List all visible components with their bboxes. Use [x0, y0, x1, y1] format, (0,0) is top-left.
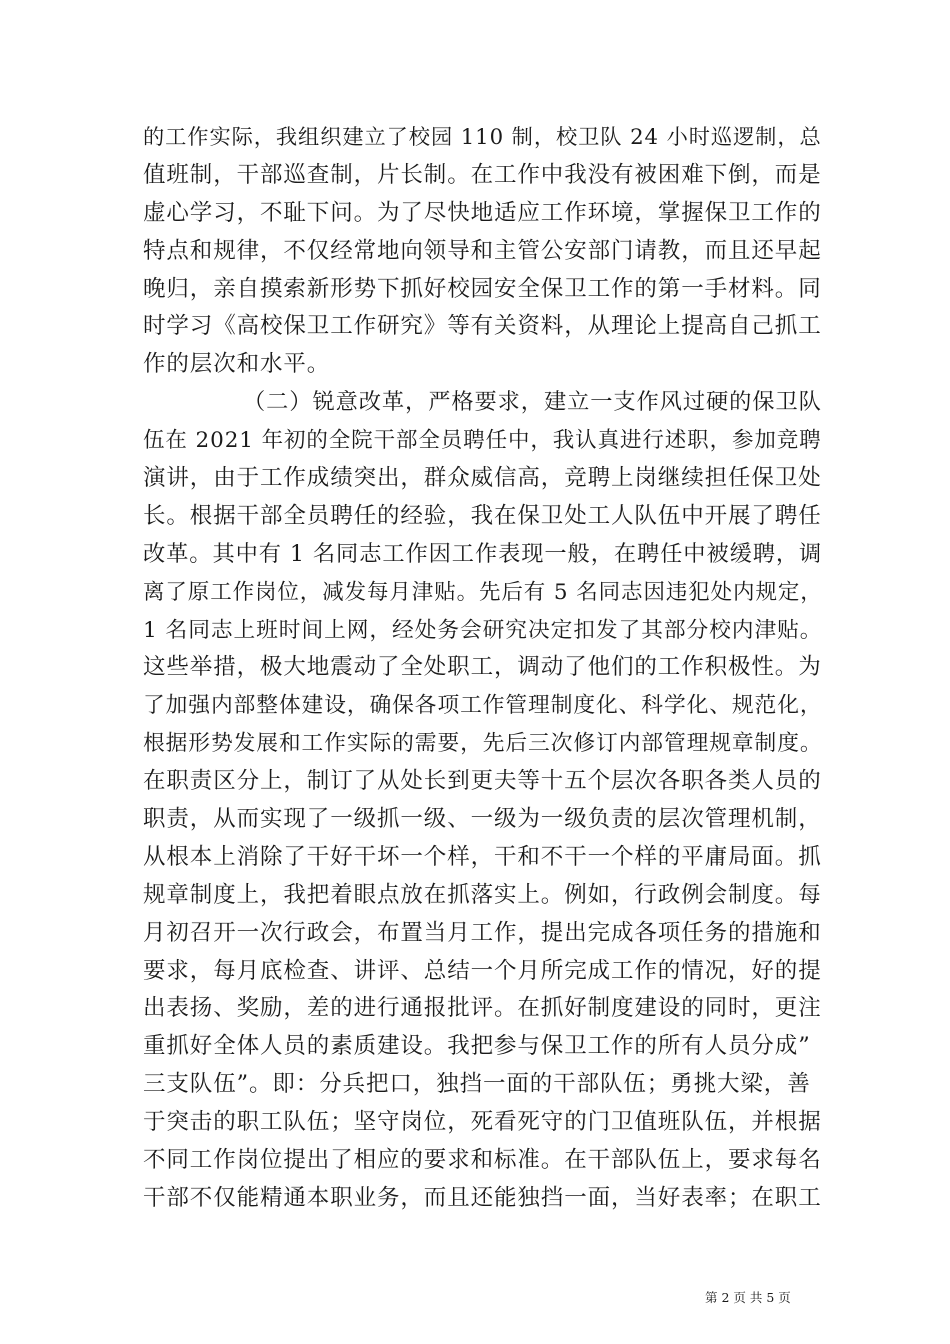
body-text — [143, 119, 823, 1218]
text-line: 不同工作岗位提出了相应的要求和标准。在干部队伍上，要求每名 — [143, 1147, 822, 1174]
text-line: 于突击的职工队伍；坚守岗位，死看死守的门卫值班队伍，并根据 — [143, 1109, 822, 1136]
text-line: 规章制度上，我把着眼点放在抓落实上。例如，行政例会制度。每 — [143, 881, 822, 908]
text-line: 作的层次和水平。 — [143, 351, 331, 378]
text-line: 值班制，干部巡查制，片长制。在工作中我没有被困难下倒，而是 — [143, 161, 822, 188]
text-line: 根据形势发展和工作实际的需要，先后三次修订内部管理规章制度。 — [143, 731, 823, 757]
text-line: 职责，从而实现了一级抓一级、一级为一级负责的层次管理机制， — [143, 806, 822, 833]
text-line: 改革。其中有 1 名同志工作因工作表现一般，在聘任中被缓聘，调 — [143, 540, 823, 567]
section-heading-line: （二）锐意改革，严格要求，建立一支作风过硬的保卫队 — [243, 389, 822, 416]
text-line: 出表扬、奖励，差的进行通报批评。在抓好制度建设的同时，更注 — [143, 995, 822, 1022]
text-line: 三支队伍”。即：分兵把口，独挡一面的干部队伍；勇挑大梁，善 — [143, 1071, 811, 1098]
text-line: 在职责区分上，制订了从处长到更夫等十五个层次各职各类人员的 — [143, 768, 822, 795]
text-line: 干部不仅能精通本职业务，而且还能独挡一面，当好表率；在职工 — [143, 1184, 822, 1211]
text-line: 离了原工作岗位，减发每月津贴。先后有 5 名同志因违犯处内规定， — [143, 579, 823, 605]
text-line: 从根本上消除了干好干坏一个样，干和不干一个样的平庸局面。抓 — [143, 843, 822, 870]
text-line: 晚归，亲自摸索新形势下抓好校园安全保卫工作的第一手材料。同 — [143, 275, 822, 302]
text-line: 月初召开一次行政会，布置当月工作，提出完成各项任务的措施和 — [143, 919, 822, 946]
text-line: 这些举措，极大地震动了全处职工，调动了他们的工作积极性。为 — [143, 654, 822, 681]
text-line: 虚心学习，不耻下问。为了尽快地适应工作环境，掌握保卫工作的 — [143, 199, 822, 226]
text-line: 的工作实际，我组织建立了校园 110 制，校卫队 24 小时巡逻制，总 — [143, 125, 822, 150]
text-line: 了加强内部整体建设，确保各项工作管理制度化、科学化、规范化， — [143, 693, 823, 719]
text-line: 要求，每月底检查、讲评、总结一个月所完成工作的情况，好的提 — [143, 957, 822, 984]
text-line: 1 名同志上班时间上网，经处务会研究决定扣发了其部分校内津贴。 — [143, 617, 823, 643]
page-footer: 第 2 页 共 5 页 — [705, 1290, 791, 1305]
text-line: 重抓好全体人员的素质建设。我把参与保卫工作的所有人员分成” — [143, 1033, 811, 1060]
text-line: 演讲，由于工作成绩突出，群众威信高，竞聘上岗继续担任保卫处 — [143, 465, 822, 492]
text-line: 时学习《高校保卫工作研究》等有关资料，从理论上提高自己抓工 — [143, 313, 822, 340]
text-line: 特点和规律，不仅经常地向领导和主管公安部门请教，而且还早起 — [143, 237, 822, 264]
text-line: 伍在 2021 年初的全院干部全员聘任中，我认真进行述职，参加竞聘 — [143, 428, 822, 454]
text-line: 长。根据干部全员聘任的经验，我在保卫处工人队伍中开展了聘任 — [143, 502, 822, 529]
